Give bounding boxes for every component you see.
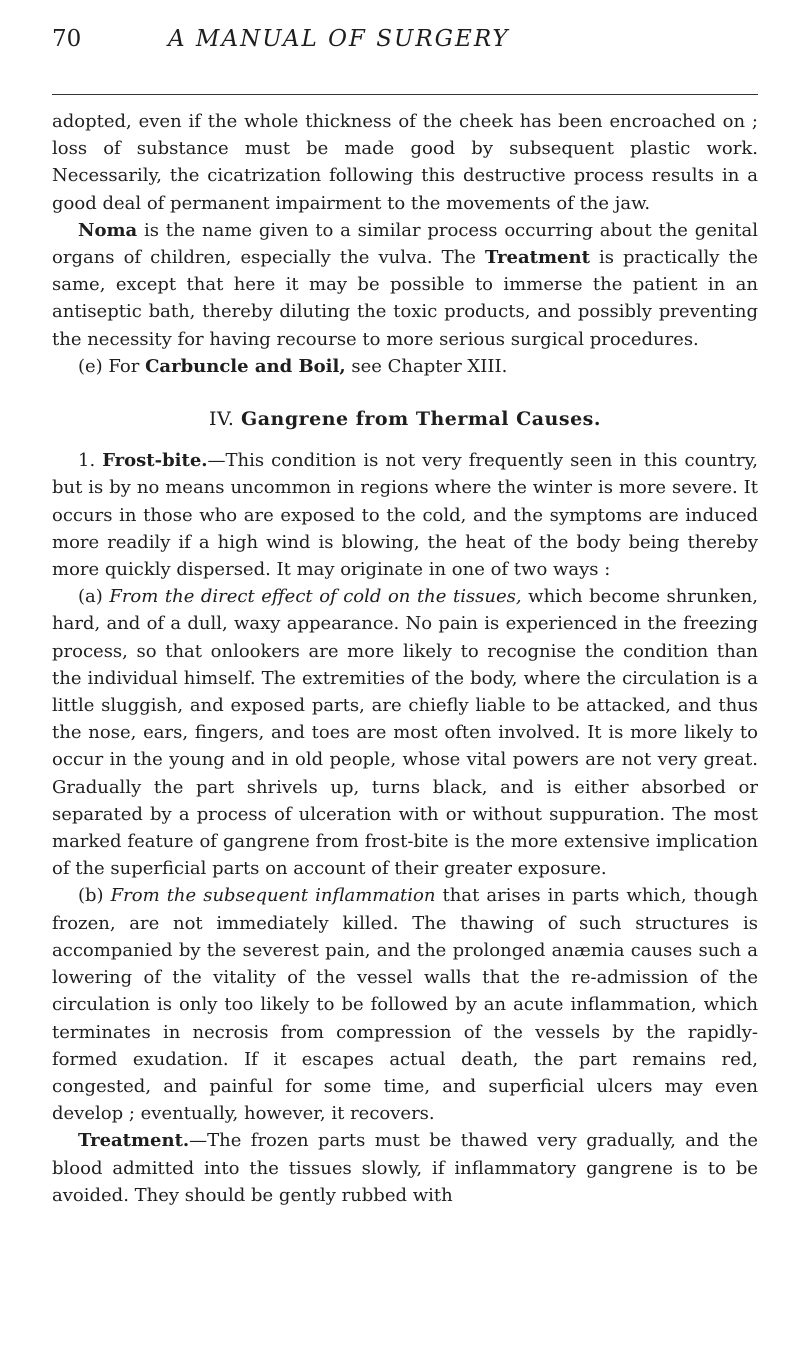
- page-number: 70: [52, 26, 82, 52]
- paragraph-text: For: [102, 355, 146, 377]
- paragraph-text: adopted, even if the whole thickness of the cheek has been encroached on ; loss of substance must be made good by subsequent plastic work. Necessarily, the cicatrization following this destructive process results in a good deal of permanent impairment to the movements of the jaw.: [52, 111, 758, 214]
- list-marker: (e): [78, 355, 103, 377]
- paragraph-text: that arises in parts which, though frozen, are not immediately killed. The thawing of such structures is accompanied by the severest pain, and the prolonged anæmia causes such a lowering of the vitality of the vessel walls that the re-admission of the circulation is only too likely to be followed by an acute inflammation, which terminates in necrosis from compression of the vessels by the rapidly-formed exudation. If it escapes actual death, the part remains red, congested, and painful for some time, and superficial ulcers may even develop ; eventually, however, it recovers.: [52, 885, 758, 1125]
- italic-phrase: From the subsequent inflammation: [110, 885, 436, 907]
- paragraph-text: —The frozen parts must be thawed very gradually, and the blood admitted into the tissues slowly, if inflammatory gangrene is to be avoided. They should be gently rubbed with: [52, 1130, 758, 1206]
- header-rule: [52, 94, 758, 95]
- paragraph-text: —This condition is not very frequently seen in this country, but is by no means uncommon in regions where the winter is more severe. It occurs in those who are exposed to the cold, and the symptoms are induced more readily if a high wind is blowing, the heat of the body being thereby more quickly dispersed. It may originate in one of two ways :: [52, 450, 758, 581]
- paragraph-jaw-impairment: [52, 108, 758, 217]
- term-frost-bite: Frost-bite.: [102, 450, 208, 472]
- list-marker: (a): [78, 586, 103, 608]
- paragraph-noma: [52, 217, 758, 353]
- term-carbuncle: Carbuncle and Boil,: [145, 355, 346, 377]
- paragraph-text: see Chapter XIII.: [345, 355, 508, 377]
- paragraph-carbuncle: [52, 353, 758, 380]
- paragraph-text: is practically the same, except that here it may be possible to immerse the patient in an antiseptic bath, thereby diluting the toxic products, and possibly preventing the necessity for having recourse to more serious surgical procedures.: [52, 247, 758, 350]
- section-heading: [52, 406, 758, 433]
- paragraph-text: is the name given to a similar process occurring about the genital organs of children, especially the vulva. The: [52, 219, 758, 269]
- section-title: Gangrene from Thermal Causes.: [241, 408, 601, 431]
- term-treatment: Treatment: [484, 247, 590, 269]
- paragraph-treatment: [52, 1127, 758, 1209]
- section-number: IV.: [209, 408, 235, 431]
- paragraph-text: which become shrunken, hard, and of a dull, waxy appearance. No pain is experienced in the freezing process, so that onlookers are more likely to recognise the condition than the individual himself. The extremities of the body, where the circulation is a little sluggish, and exposed parts, are chiefly liable to be attacked, and thus the nose, ears, fingers, and toes are most often involved. It is more likely to occur in the young and in old people, whose vital powers are not very great. Gradually the part shrivels up, turns black, and is either absorbed or separated by a process of ulceration with or without suppuration. The most marked feature of gangrene from frost-bite is the more extensive implication of the superficial parts on account of their greater exposure.: [52, 586, 759, 880]
- paragraph-inflammation: [52, 882, 758, 1127]
- book-title: A MANUAL OF SURGERY: [168, 26, 510, 52]
- page-body: [52, 108, 758, 1209]
- list-marker: (b): [78, 885, 104, 907]
- paragraph-direct-cold: [52, 583, 758, 882]
- term-treatment: Treatment.: [78, 1130, 190, 1152]
- paragraph-frost-bite: [52, 447, 758, 583]
- italic-phrase: From the direct effect of cold on the tissues,: [109, 586, 522, 608]
- item-number: 1.: [78, 450, 96, 472]
- running-head: [52, 26, 758, 52]
- term-noma: Noma: [78, 219, 138, 241]
